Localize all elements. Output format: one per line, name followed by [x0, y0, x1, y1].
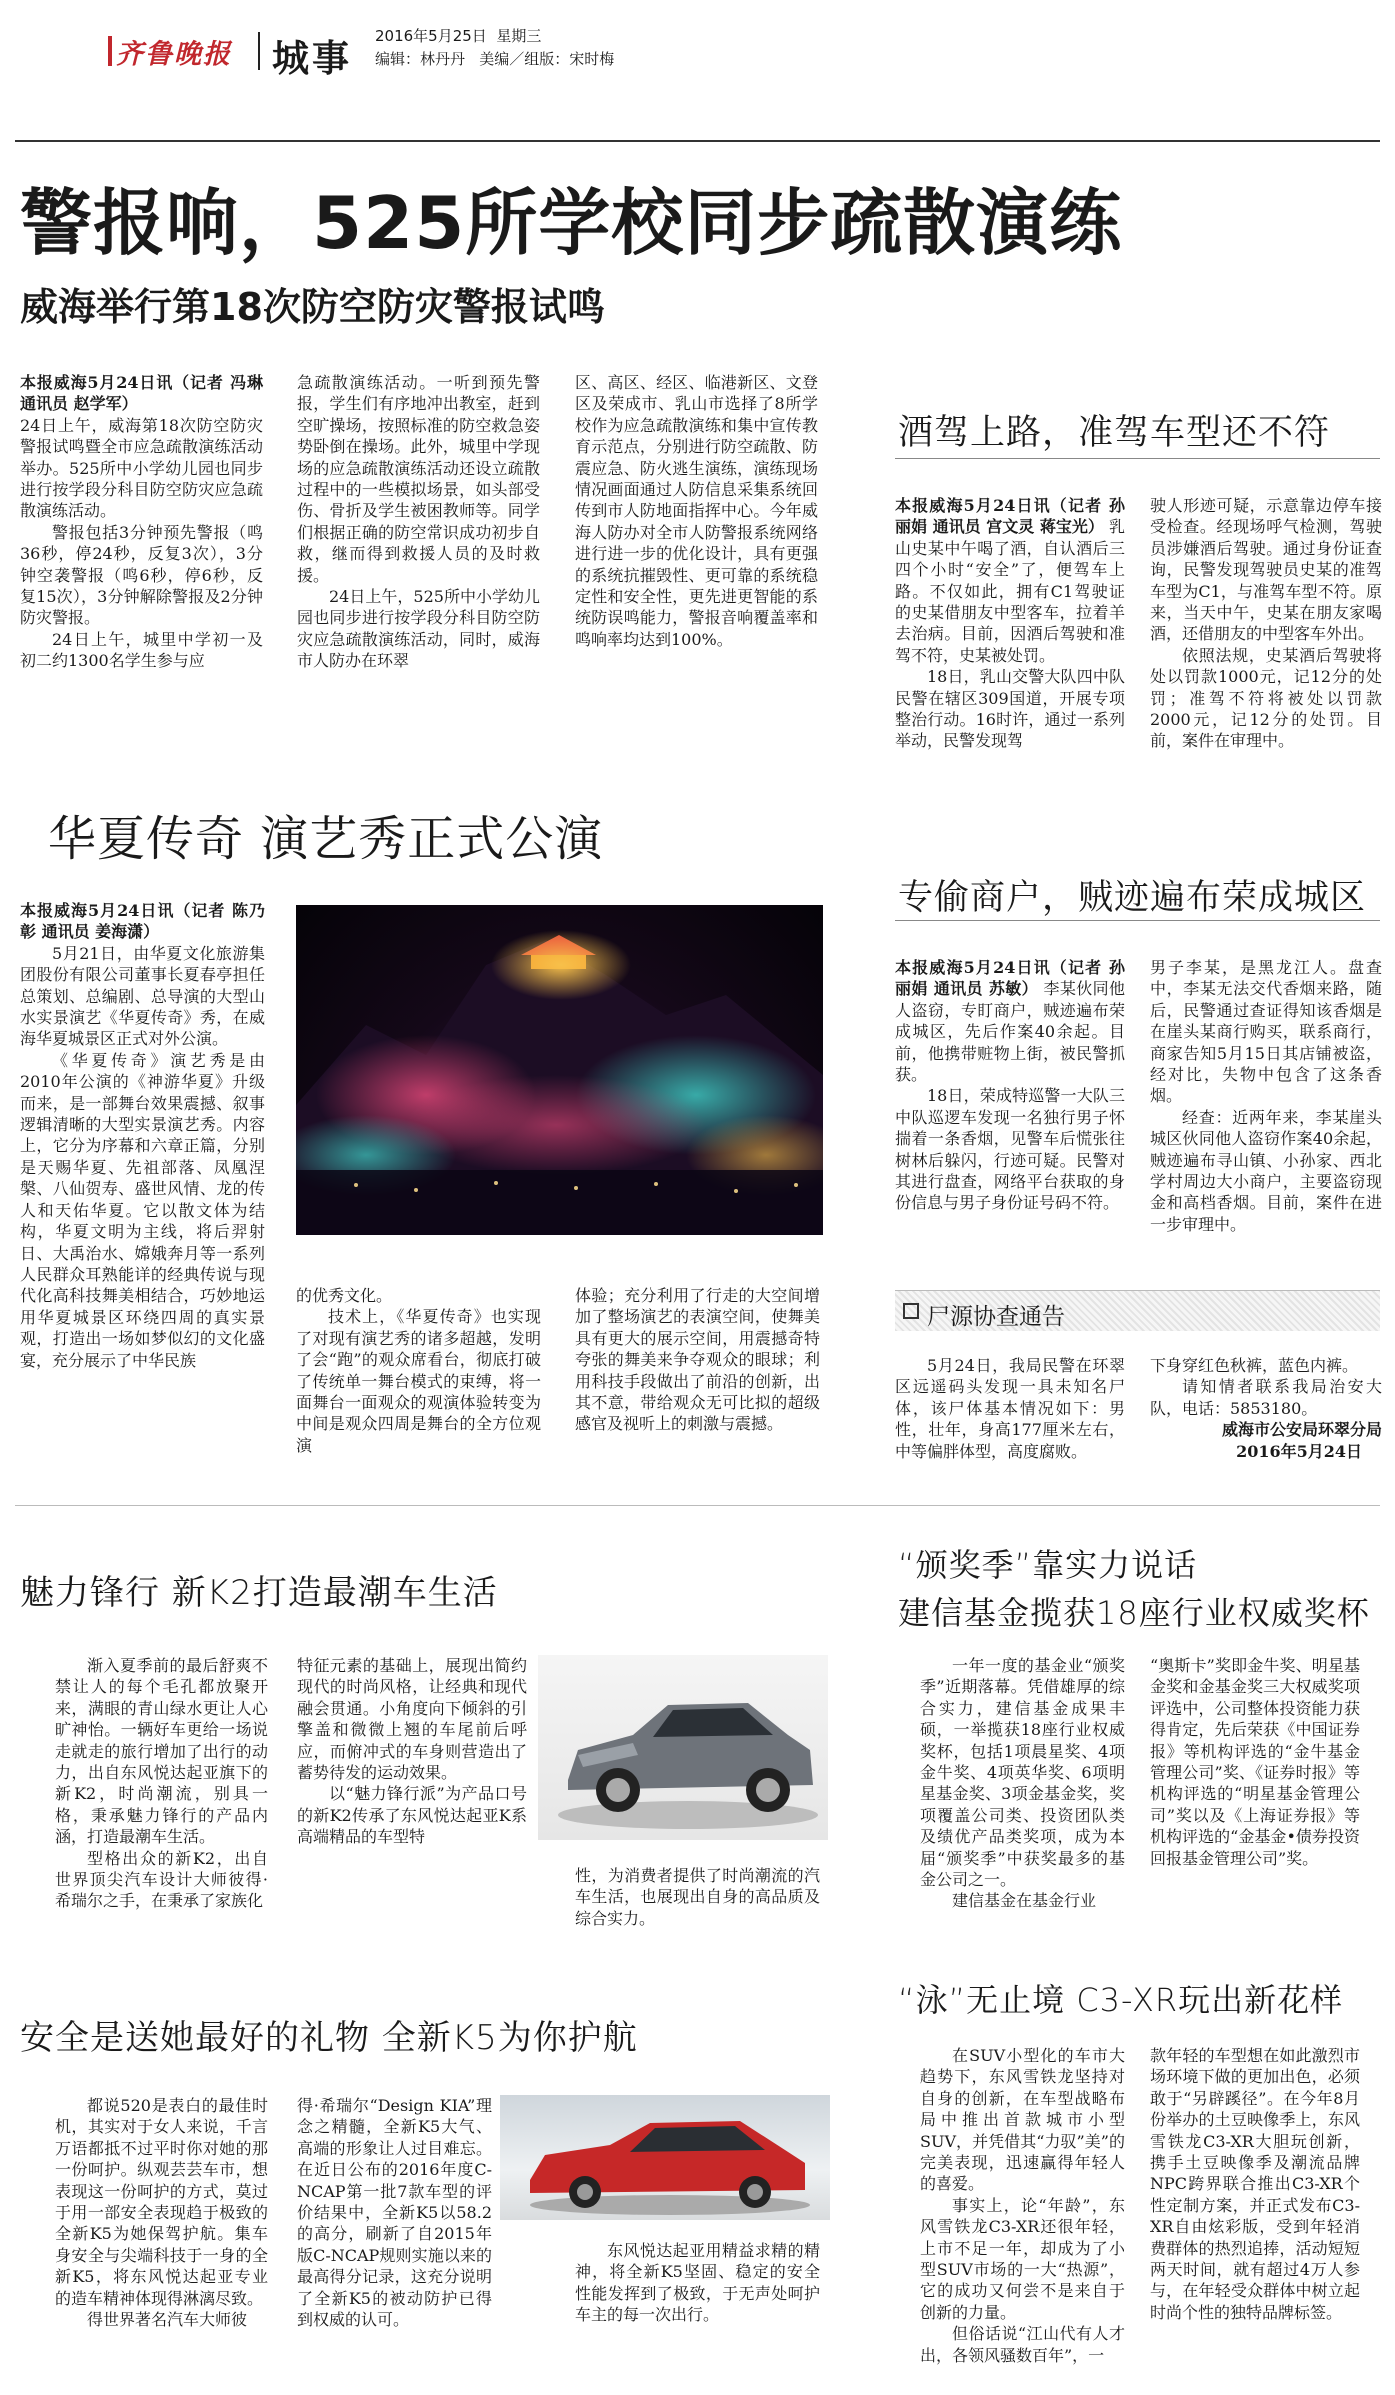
k2-paragraph: 以“魅力锋行派”为产品口号的新K2传承了东风悦达起亚K系高端精品的车型特 [297, 1784, 527, 1847]
drunk-driving-title: 酒驾上路，准驾车型还不符 [898, 413, 1331, 453]
huaxia-col-1 [20, 900, 265, 1371]
k5-paragraph: 都说520是表白的最佳时机，其实对于女人来说，千言万语都抵不过平时你对她的那一份呵护。纵观芸芸车市，想表现这一份呵护的方式，莫过于用一部安全表现趋于极致的全新K5为她保驾护航。集车身安全与尖端科技于一身的全新K5，将东风悦达起亚专业的造车精神体现得淋漓尽致。 [55, 2096, 268, 2308]
k5-paragraph: 得世界著名汽车大师彼 [87, 2310, 248, 2330]
k2-paragraph: 特征元素的基础上，展现出简约现代的时尚风格，让经典和现代融会贯通。小角度向下倾斜的引擎盖和微微上翘的车尾前后呼应，而俯冲式的车身则营造出了蓄势待发的运动效果。 [297, 1656, 527, 1783]
stage-illustration [296, 905, 823, 1235]
dui-paragraph: 驶人形迹可疑，示意靠边停车接受检查。经现场呼气检测，驾驶员涉嫌酒后驾驶。通过身份证查询，民警发现驾驶员史某的准驾车型为C1，与准驾车型不符。原来，当天中午，史某在朋友家喝酒，还借朋友的中型客车外出。 [1150, 496, 1382, 644]
notice-col-1 [895, 1355, 1125, 1462]
dui-paragraph: 依照法规，史某酒后驾驶将处以罚款1000元，记12分的处罚；准驾不符将被处以罚款2000元，记12分的处罚。目前，案件在审理中。 [1150, 645, 1382, 751]
masthead [0, 0, 1395, 80]
section-name: 城事 [272, 37, 352, 80]
fund-paragraph: “奥斯卡”奖即金牛奖、明星基金奖和金基金奖三大权威奖项评选中，公司整体投资能力获得肯定，先后荣获《中国证券报》等机构评选的“金牛基金管理公司”奖、《证券时报》等机构评选的“明星基金管理公司”奖以及《上海证券报》等机构评选的“金基金•债券投资回报基金管理公司”奖。 [1150, 1656, 1360, 1868]
k2-col-1 [55, 1655, 268, 1912]
huaxia-title: 华夏传奇 演艺秀正式公演 [48, 811, 604, 867]
huaxia-show-photo [296, 905, 823, 1235]
main-col-1 [20, 372, 263, 672]
k2-col-3 [575, 1865, 820, 1929]
k5-col-3 [575, 2240, 820, 2326]
huaxia-paragraph: 的优秀文化。 [296, 1286, 393, 1305]
k5-car-photo [500, 2095, 830, 2220]
dui-col-1 [895, 495, 1125, 752]
header-rule [15, 140, 1380, 142]
k2-paragraph: 渐入夏季前的最后舒爽不禁让人的每个毛孔都放聚开来，满眼的青山绿水更让人心旷神怡。一辆好车更给一场说走就走的旅行增加了出行的动力，出自东风悦达起亚旗下的新K2，时尚潮流，别具一格，秉承魅力锋行的产品内涵，打造最潮车生活。 [55, 1656, 268, 1847]
c3xr-paragraph: 但俗话说“江山代有人才出，各领风骚数百年”，一 [920, 2324, 1125, 2365]
drunk-driving-rule [895, 458, 1380, 459]
dui-paragraph: 乳山史某中午喝了酒，自认酒后三四个小时“安全”了，便驾车上路。不仅如此，拥有C1驾驶证的史某借朋友中型客车，拉着羊去治病。目前，因酒后驾驶和准驾不符，史某被处罚。 [895, 517, 1125, 665]
fund-col-1 [920, 1655, 1125, 1912]
thief-byline: 本报威海5月24日讯（记者 孙丽娟 通讯员 苏敏） [895, 958, 1125, 999]
main-paragraph: 区、高区、经区、临港新区、文登区及荣成市、乳山市选择了8所学校作为应急疏散演练和集中宣传教育示范点，分别进行防空疏散、防震应急、防火逃生演练，演练现场情况画面通过人防信息采集系统回传到市人防地面指挥中心。今年威海人防办对全市人防警报系统网络进行进一步的优化设计，具有更强的系统抗摧毁性、更可靠的系统稳定性和安全性，更先进更智能的系统防误鸣能力，警报音响覆盖率和鸣响率均达到100%。 [575, 373, 818, 649]
k5-title: 安全是送她最好的礼物 全新K5为你护航 [20, 2018, 638, 2058]
huaxia-paragraph: 《华夏传奇》演艺秀是由2010年公演的《神游华夏》升级而来，是一部舞台效果震撼、叙事逻辑清晰的大型实景演艺秀。内容上，它分为序幕和六章正篇，分别是天赐华夏、先祖部落、凤凰涅槃、八仙贺寿、盛世风情、龙的传人和天佑华夏。它以散文体为结构，华夏文明为主线，将后羿射日、大禹治水、嫦娥奔月等一系列人民群众耳熟能详的经典传说与现代化高科技舞美相结合，巧妙地运用华夏城景区环绕四周的真实景观，打造出一场如梦似幻的文化盛宴，充分展示了中华民族 [20, 1050, 265, 1370]
fund-paragraph: 一年一度的基金业“颁奖季”近期落幕。凭借雄厚的综合实力，建信基金成果丰硕，一举揽获18座行业权威奖杯，包括1项晨星奖、4项金牛奖、4项英华奖、6项明星基金奖、3项金基金奖，奖项覆盖公司类、投资团队类及绩优产品类奖项，成为本届“颁奖季”中获奖最多的基金公司之一。 [920, 1656, 1125, 1890]
main-paragraph: 警报包括3分钟预先警报（鸣36秒，停24秒，反复3次），3分钟空袭警报（鸣6秒，停6秒，反复15次），3分钟解除警报及2分钟防灾警报。 [20, 522, 263, 628]
c3xr-paragraph: 事实上，论“年龄”，东风雪铁龙C3-XR还很年轻，上市不足一年，却成为了小型SUV市场的一大“热源”，它的成功又何尝不是来自于创新的力量。 [920, 2195, 1125, 2322]
fund-col-2 [1150, 1655, 1360, 1869]
main-paragraph: 24日上午，威海第18次防空防灾警报试鸣暨全市应急疏散演练活动举办。525所中小学幼儿园也同步进行按学段分科目防空防灾应急疏散演练活动。 [20, 415, 263, 521]
k5-paragraph: 东风悦达起亚用精益求精的精神，将全新K5坚固、稳定的安全性能发挥到了极致，于无声处呵护车主的每一次出行。 [575, 2241, 820, 2325]
mid-rule [15, 1505, 1380, 1506]
notice-box [895, 1290, 1380, 1331]
notice-paragraph: 请知情者联系我局治安大队，电话：5853180。 [1150, 1377, 1382, 1418]
notice-date: 2016年5月24日 [1236, 1441, 1362, 1461]
fund-paragraph: 建信基金在基金行业 [952, 1891, 1097, 1911]
k2-car-photo [538, 1655, 828, 1840]
c3xr-paragraph: 款年轻的车型想在如此激烈市场环境下做的更加出色，必须敢于“另辟蹊径”。在今年8月份举办的土豆映像季上，东风雪铁龙C3-XR大胆玩创新，携手土豆映像季及潮流品牌NPC跨界联合推出C3-XR个性定制方案，并正式发布C3-XR自由炫彩版，受到年轻消费群体的热烈追捧，活动短短两天时间，就有超过4万人参与，在年轻受众群体中树立起时尚个性的独特品牌标签。 [1150, 2046, 1360, 2322]
notice-marker-icon [903, 1303, 919, 1319]
fund-title-1: “颁奖季”靠实力说话 [898, 1546, 1198, 1584]
thief-paragraph: 男子李某，是黑龙江人。盘查中，李某无法交代香烟来路，随后，民警通过查证得知该香烟是在崖头某商行购买，联系商行，商家告知5月15日其店铺被盗，经对比，失物中包含了这条香烟。 [1150, 958, 1382, 1106]
k5-col-1 [55, 2095, 268, 2330]
editor-credits: 编辑：林丹丹 美编／组版：宋时梅 [375, 50, 615, 68]
fund-title-2: 建信基金揽获18座行业权威奖杯 [898, 1594, 1370, 1632]
main-headline: 警报响，525所学校同步疏散演练 [20, 181, 1123, 265]
huaxia-paragraph: 体验；充分利用了行走的大空间增加了整场演艺的表演空间，使舞美具有更大的展示空间，用震撼奇特夸张的舞美来争夺观众的眼球；利用科技手段做出了前沿的创新，出其不意，带给观众无可比拟的超级感官及视听上的刺激与震撼。 [575, 1286, 820, 1434]
newspaper-logo: 齐鲁晚报 [116, 39, 232, 70]
c3xr-col-1 [920, 2045, 1125, 2366]
main-paragraph: 24日上午，525所中小学幼儿园也同步进行按学段分科目防空防灾应急疏散演练活动，同时，威海市人防办在环翠 [297, 587, 540, 671]
c3xr-title: “泳”无止境 C3-XR玩出新花样 [898, 1981, 1344, 2019]
main-col-2 [297, 372, 540, 672]
huaxia-paragraph: 5月21日，由华夏文化旅游集团股份有限公司董事长夏春亭担任总策划、总编剧、总导演的大型山水实景演艺《华夏传奇》秀，在威海华夏城景区正式对外公演。 [20, 943, 265, 1049]
thief-paragraph: 经查：近两年来，李某崖头城区伙同他人盗窃作案40余起，贼迹遍布寻山镇、小孙家、西北学村周边大小商户，主要盗窃现金和高档香烟。目前，案件在进一步审理中。 [1150, 1107, 1382, 1234]
thief-col-1 [895, 957, 1125, 1214]
thief-paragraph: 李某伙同他人盗窃，专盯商户，贼迹遍布荣成城区，先后作案40余起。目前，他携带赃物上街，被民警抓获。 [895, 979, 1125, 1085]
k5-car-illustration [500, 2095, 830, 2220]
k5-col-2 [297, 2095, 492, 2330]
main-col-3 [575, 372, 818, 650]
dui-col-2 [1150, 495, 1382, 752]
huaxia-col-3 [575, 1285, 820, 1435]
c3xr-col-2 [1150, 2045, 1360, 2323]
thief-col-2 [1150, 957, 1382, 1235]
thief-paragraph: 18日，荣成特巡警一大队三中队巡逻车发现一名独行男子怀揣着一条香烟，见警车后慌张往树林后躲闪，行迹可疑。民警对其进行盘查，网络平台获取的身份信息与男子身份证号码不符。 [895, 1086, 1125, 1213]
k2-col-2 [297, 1655, 527, 1848]
logo-bar [108, 36, 112, 66]
main-subhead: 威海举行第18次防空防灾警报试鸣 [20, 285, 605, 329]
dui-paragraph: 18日，乳山交警大队四中队民警在辖区309国道，开展专项整治行动。16时许，通过一系列举动，民警发现驾 [895, 667, 1125, 751]
k2-paragraph: 型格出众的新K2，出自世界顶尖汽车设计大师彼得·希瑞尔之手，在秉承了家族化 [55, 1848, 268, 1911]
main-paragraph: 急疏散演练活动。一听到预先警报，学生们有序地冲出教室，赶到空旷操场，按照标准的防空救急姿势卧倒在操场。此外，城里中学现场的应急疏散演练活动还设立疏散过程中的一些模拟场景，如头部受伤、骨折及学生被困教师等。同学们根据正确的防空常识成功初步自救，继而得到救援人员的及时救援。 [297, 373, 540, 585]
notice-paragraph: 5月24日，我局民警在环翠区远遥码头发现一具未知名尸体，该尸体基本情况如下：男性，壮年，身高177厘米左右，中等偏胖体型，高度腐败。 [895, 1356, 1125, 1461]
main-paragraph: 24日上午，城里中学初一及初二约1300名学生参与应 [20, 629, 263, 671]
main-byline: 本报威海5月24日讯（记者 冯琳 通讯员 赵学军） [20, 373, 263, 414]
notice-paragraph: 下身穿红色秋裤，蓝色内裤。 [1150, 1356, 1359, 1375]
k2-title: 魅力锋行 新K2打造最潮车生活 [20, 1573, 498, 1613]
notice-signature: 威海市公安局环翠分局 [1221, 1420, 1382, 1440]
thief-title: 专偷商户，贼迹遍布荣成城区 [898, 878, 1367, 918]
thief-rule [895, 920, 1380, 921]
huaxia-paragraph: 技术上，《华夏传奇》也实现了对现有演艺秀的诸多超越，发明了会“跑”的观众席看台，彻底打破了传统单一舞台模式的束缚，将一面舞台一面观众的观演体验转变为中间是观众四周是舞台的全方位观演 [296, 1307, 541, 1455]
issue-date: 2016年5月25日 星期三 [375, 27, 542, 45]
huaxia-col-2 [296, 1285, 541, 1456]
k5-paragraph: 得·希瑞尔“Design KIA”理念之精髓，全新K5大气、高端的形象让人过目难忘。在近日公布的2016年度C-NCAP第一批7款车型的评价结果中，全新K5以58.2的高分，刷新了自2015年版C-NCAP规则实施以来的最高得分记录，这充分说明了全新K5的被动防护已得到权威的认可。 [297, 2096, 492, 2330]
dui-byline: 本报威海5月24日讯（记者 孙丽娟 通讯员 宫文灵 蒋宝光） [895, 496, 1125, 537]
k2-paragraph: 性，为消费者提供了时尚潮流的汽车生活，也展现出自身的高品质及综合实力。 [575, 1866, 820, 1928]
logo-divider [258, 32, 260, 70]
notice-col-2 [1150, 1355, 1382, 1462]
c3xr-paragraph: 在SUV小型化的车市大趋势下，东风雪铁龙坚持对自身的创新，在车型战略布局中推出首款城市小型SUV，并凭借其“力驭”美”的完美表现，迅速赢得年轻人的喜爱。 [920, 2046, 1125, 2194]
notice-title: 尸源协查通告 [927, 1304, 1065, 1330]
huaxia-byline: 本报威海5月24日讯（记者 陈乃彰 通讯员 姜海潇） [20, 901, 265, 942]
k2-car-illustration [538, 1655, 828, 1840]
